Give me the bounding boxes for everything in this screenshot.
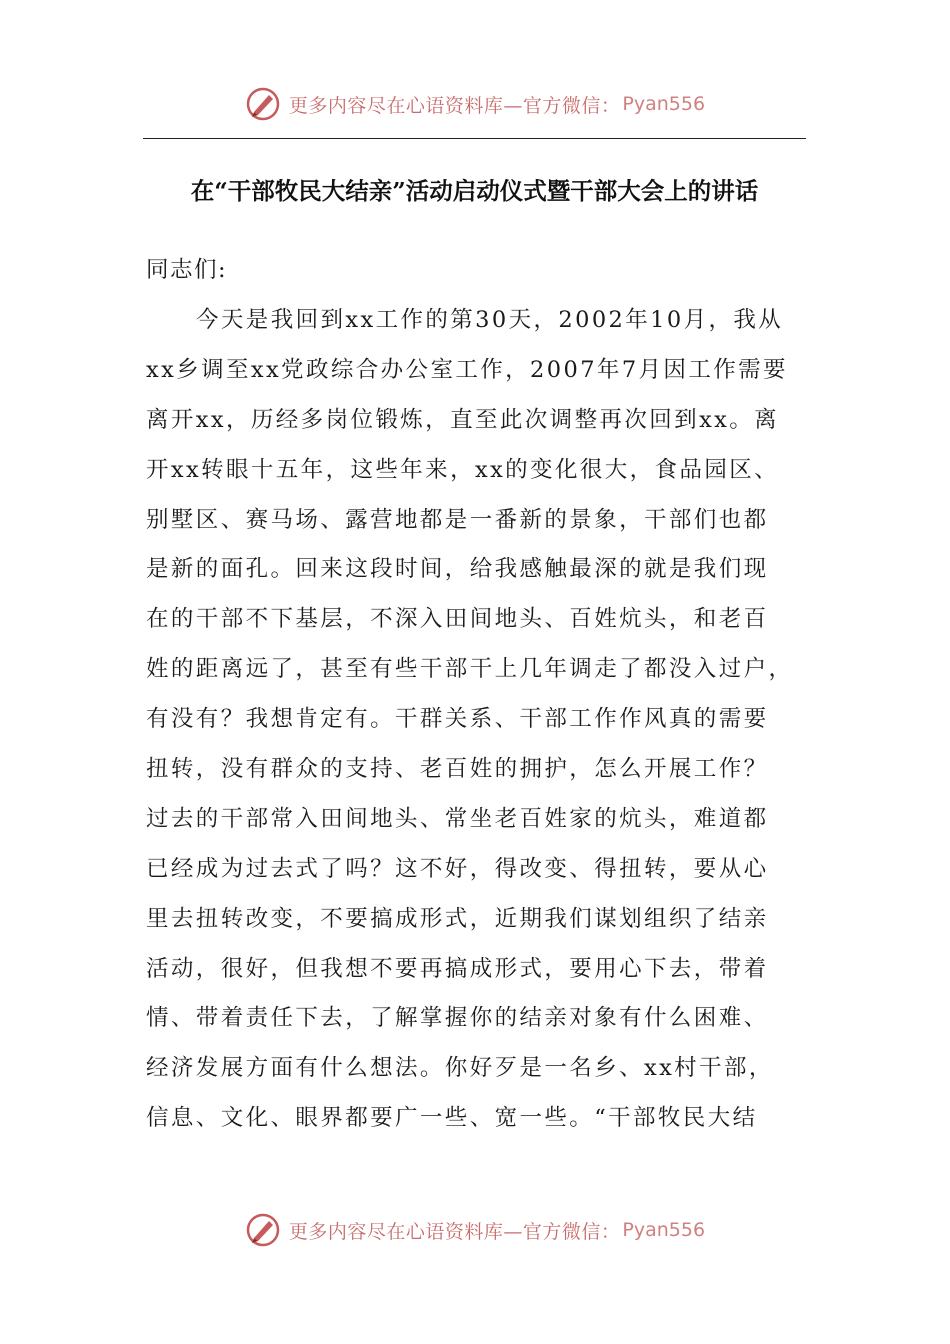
body-line: 活动，很好，但我想不要再搞成形式，要用心下去，带着 — [146, 955, 769, 982]
pen-logo-icon — [245, 1212, 281, 1248]
watermark-text: 更多内容尽在心语资料库—官方微信： — [288, 1220, 621, 1243]
body-line: 离开xx，历经多岗位锻炼，直至此次调整再次回到xx。离 — [146, 406, 780, 433]
body-line: 信息、文化、眼界都要广一些、宽一些。“干部牧民大结 — [146, 1105, 758, 1132]
body-line: 情、带着责任下去，了解掌握你的结亲对象有什么困难、 — [146, 1005, 769, 1032]
body-line: 里去扭转改变，不要搞成形式，近期我们谋划组织了结亲 — [146, 905, 769, 932]
body-line: 姓的距离远了，甚至有些干部干上几年调走了都没入过户， — [146, 656, 794, 683]
document-title: 在“干部牧民大结亲”活动启动仪式暨干部大会上的讲话 — [190, 177, 759, 205]
header-rule — [143, 138, 806, 139]
watermark-header — [0, 82, 950, 126]
body-line: 经济发展方面有什么想法。你好歹是一名乡、xx村干部， — [146, 1055, 774, 1082]
document-body — [146, 296, 806, 1144]
watermark-footer — [0, 1208, 950, 1252]
body-line: 今天是我回到xx工作的第30天，2002年10月，我从 — [196, 307, 784, 333]
pen-logo-icon — [245, 86, 281, 122]
watermark-handle: Pyan556 — [622, 93, 706, 115]
body-line: 已经成为过去式了吗？这不好，得改变、得扭转，要从心 — [146, 855, 769, 882]
body-line: xx乡调至xx党政综合办公室工作，2007年7月因工作需要 — [146, 356, 788, 383]
body-line: 扭转，没有群众的支持、老百姓的拥护，怎么开展工作？ — [146, 756, 769, 783]
watermark-handle: Pyan556 — [622, 1219, 706, 1241]
body-line: 过去的干部常入田间地头、常坐老百姓家的炕头，难道都 — [146, 805, 769, 832]
body-line: 开xx转眼十五年，这些年来，xx的变化很大，食品园区、 — [146, 456, 780, 483]
salutation: 同志们: — [146, 257, 228, 283]
watermark-text: 更多内容尽在心语资料库—官方微信： — [288, 94, 621, 117]
body-line: 是新的面孔。回来这段时间，给我感触最深的就是我们现 — [146, 556, 769, 583]
body-line: 别墅区、赛马场、露营地都是一番新的景象，干部们也都 — [146, 506, 769, 533]
body-line: 在的干部不下基层，不深入田间地头、百姓炕头，和老百 — [146, 606, 769, 633]
body-line: 有没有？我想肯定有。干群关系、干部工作作风真的需要 — [146, 706, 769, 733]
